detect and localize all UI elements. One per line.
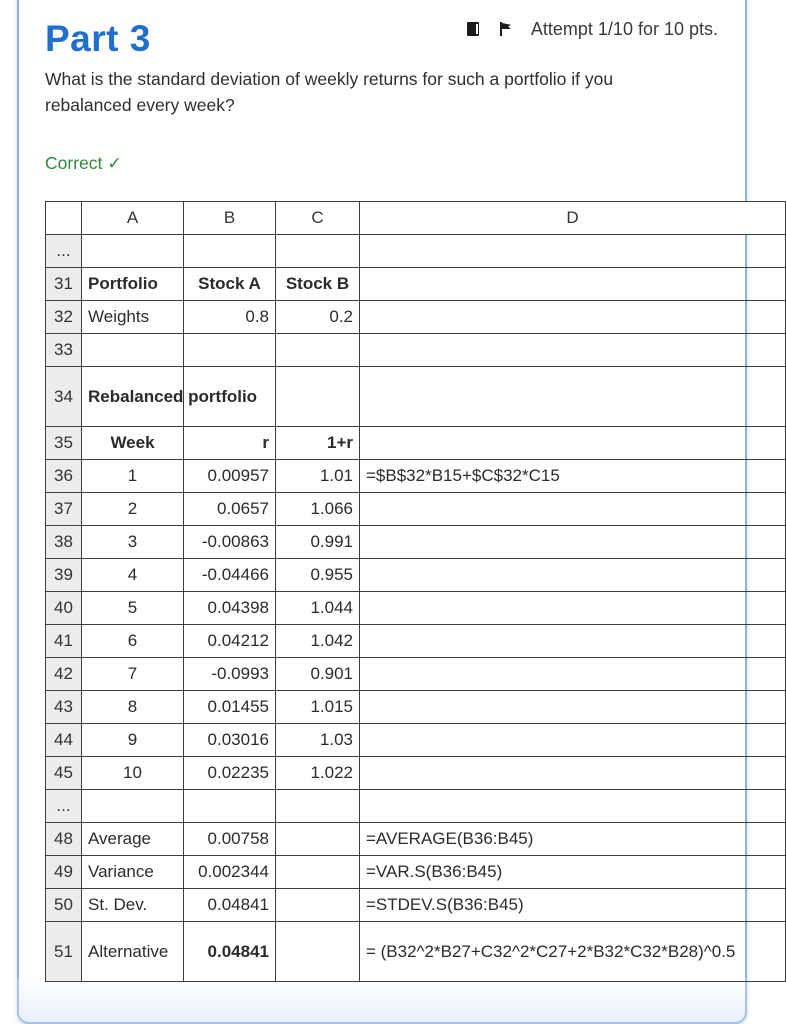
cell-c: 0.2 [276,301,360,334]
column-header-d: D [360,202,786,235]
cell-b: 0.002344 [184,856,276,889]
cell-d [360,427,786,460]
card-footer [17,978,747,1024]
cell-d: = (B32^2*B27+C32^2*C27+2*B32*C32*B28)^0.5 [360,922,786,982]
row-header: 34 [46,367,82,427]
table-row [46,625,786,658]
cell-d [360,268,786,301]
cell-b: -0.0993 [184,658,276,691]
row-header: 41 [46,625,82,658]
table-row [46,790,786,823]
table-row [46,823,786,856]
cell-c: 1.044 [276,592,360,625]
cell-a: Week [82,427,184,460]
cell-a: Rebalanced portfolio [82,367,184,427]
cell-c [276,922,360,982]
row-header: 40 [46,592,82,625]
cell-a: 5 [82,592,184,625]
cell-d [360,592,786,625]
column-header-b: B [184,202,276,235]
cell-b: -0.00863 [184,526,276,559]
table-row [46,922,786,982]
cell-a [82,235,184,268]
cell-c [276,367,360,427]
cell-a [82,334,184,367]
row-header: 35 [46,427,82,460]
status-correct: Correct ✓ [45,153,122,173]
row-header: 37 [46,493,82,526]
cell-a: 2 [82,493,184,526]
cell-d [360,559,786,592]
corner-cell [46,202,82,235]
cell-b: Stock A [184,268,276,301]
cell-a: 6 [82,625,184,658]
cell-d [360,493,786,526]
table-row [46,658,786,691]
row-header: 48 [46,823,82,856]
cell-a [82,790,184,823]
spreadsheet-table [45,201,786,982]
row-header: 39 [46,559,82,592]
table-row [46,757,786,790]
question-text: What is the standard deviation of weekly returns for such a portfolio if you rebalanced every week? [45,69,614,115]
cell-b: 0.02235 [184,757,276,790]
cell-c [276,889,360,922]
cell-c [276,235,360,268]
cell-b [184,235,276,268]
cell-b: r [184,427,276,460]
table-row [46,592,786,625]
row-header: 45 [46,757,82,790]
cell-c: 1.015 [276,691,360,724]
table-row [46,334,786,367]
cell-a: Portfolio [82,268,184,301]
table-row [46,724,786,757]
table-row [46,493,786,526]
cell-c: 0.955 [276,559,360,592]
table-row [46,427,786,460]
row-header: ... [46,790,82,823]
cell-c [276,334,360,367]
cell-b: 0.01455 [184,691,276,724]
table-row [46,889,786,922]
cell-b: 0.04398 [184,592,276,625]
cell-b: 0.00758 [184,823,276,856]
book-icon[interactable] [467,22,479,36]
table-row [46,367,786,427]
attempt-bar [467,18,718,40]
row-header: 42 [46,658,82,691]
row-header: 51 [46,922,82,982]
cell-b: -0.04466 [184,559,276,592]
table-row [46,235,786,268]
cell-d: =AVERAGE(B36:B45) [360,823,786,856]
cell-c: 0.901 [276,658,360,691]
cell-d [360,691,786,724]
cell-b: 0.8 [184,301,276,334]
cell-a: Variance [82,856,184,889]
cell-d [360,526,786,559]
cell-a: Alternative [82,922,184,982]
cell-b: 0.0657 [184,493,276,526]
cell-a: 3 [82,526,184,559]
cell-d [360,235,786,268]
cell-d [360,367,786,427]
row-header: 31 [46,268,82,301]
cell-a: Average [82,823,184,856]
row-header: 32 [46,301,82,334]
flag-icon[interactable] [499,22,513,36]
cell-c: 1+r [276,427,360,460]
cell-a: 10 [82,757,184,790]
cell-c: 0.991 [276,526,360,559]
spreadsheet [45,201,736,984]
cell-d: =STDEV.S(B36:B45) [360,889,786,922]
cell-a: 9 [82,724,184,757]
cell-c [276,823,360,856]
row-header: 33 [46,334,82,367]
cell-a: Weights [82,301,184,334]
column-header-c: C [276,202,360,235]
cell-d [360,625,786,658]
cell-a: 1 [82,460,184,493]
cell-d: =$B$32*B15+$C$32*C15 [360,460,786,493]
cell-b: 0.04841 [184,889,276,922]
attempt-counter: Attempt 1/10 for 10 pts. [530,18,718,39]
table-row [46,856,786,889]
cell-d [360,790,786,823]
row-header: 44 [46,724,82,757]
cell-c [276,856,360,889]
cell-a: 4 [82,559,184,592]
cell-d [360,724,786,757]
cell-b: 0.00957 [184,460,276,493]
cell-d [360,658,786,691]
cell-a: St. Dev. [82,889,184,922]
row-header: 43 [46,691,82,724]
cell-c: Stock B [276,268,360,301]
column-header-a: A [82,202,184,235]
cell-d [360,757,786,790]
cell-b: 0.04212 [184,625,276,658]
cell-b [184,790,276,823]
row-header: 36 [46,460,82,493]
table-row [46,460,786,493]
table-row [46,268,786,301]
cell-c [276,790,360,823]
cell-a: 8 [82,691,184,724]
cell-d [360,334,786,367]
table-row [46,526,786,559]
cell-c: 1.066 [276,493,360,526]
cell-c: 1.022 [276,757,360,790]
table-row [46,301,786,334]
cell-c: 1.042 [276,625,360,658]
row-header: 38 [46,526,82,559]
page-title: Part 3 [45,18,151,59]
cell-a: 7 [82,658,184,691]
row-header: 50 [46,889,82,922]
cell-d [360,301,786,334]
cell-d: =VAR.S(B36:B45) [360,856,786,889]
cell-c: 1.03 [276,724,360,757]
table-row [46,559,786,592]
cell-b: 0.03016 [184,724,276,757]
row-header: 49 [46,856,82,889]
row-header: ... [46,235,82,268]
table-row [46,691,786,724]
cell-c: 1.01 [276,460,360,493]
cell-b: 0.04841 [184,922,276,982]
column-header-row [46,202,786,235]
cell-b [184,334,276,367]
